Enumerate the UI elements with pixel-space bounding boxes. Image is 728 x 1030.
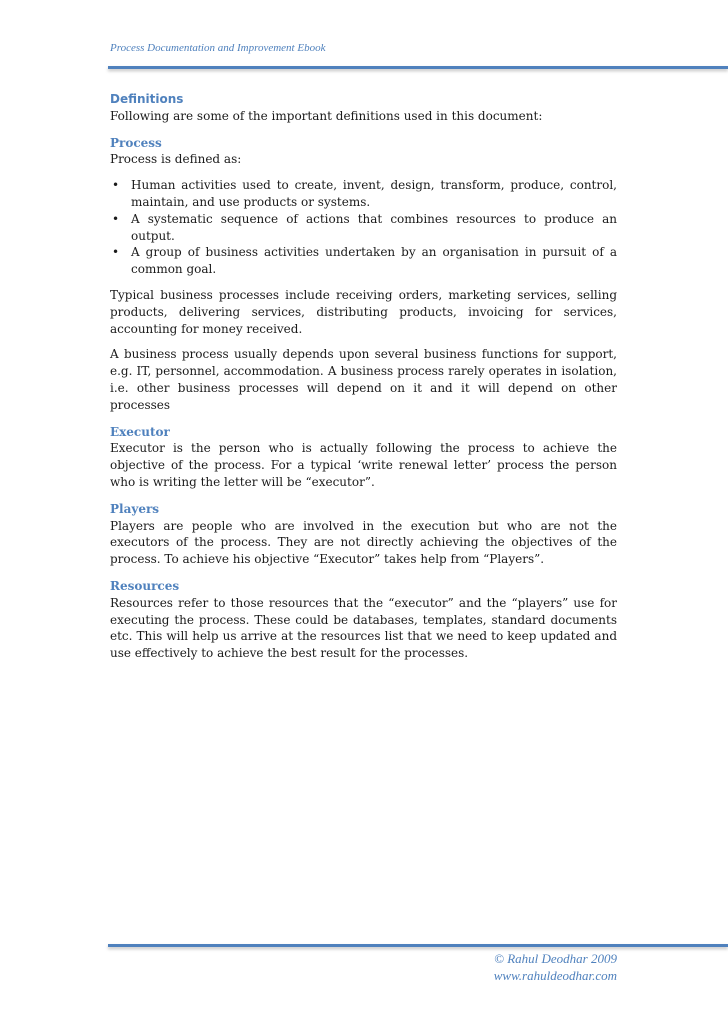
page-body xyxy=(110,91,617,662)
bullet-icon: • xyxy=(112,245,120,260)
list-item-text: Human activities used to create, invent, design, transform, produce, control, maintain, and use products or systems. xyxy=(131,178,617,209)
list-item xyxy=(110,244,617,278)
resources-text: Resources refer to those resources that the “executor” and the “players” use for executing the process. These could be databases, templates, standard documents etc. This will help us arrive at the resources list that we need to keep updated and use effectively to achieve the best result for the processes. xyxy=(110,595,617,661)
running-header: Process Documentation and Improvement Ebook xyxy=(110,42,326,54)
list-item xyxy=(110,211,617,245)
footer-rule xyxy=(108,944,728,947)
copyright-text: © Rahul Deodhar 2009 xyxy=(494,951,617,966)
list-item-text: A group of business activities undertaken by an organisation in pursuit of a common goal. xyxy=(131,245,617,277)
website-link[interactable]: www.rahuldeodhar.com xyxy=(493,968,617,983)
executor-heading: Executor xyxy=(110,424,170,439)
executor-text: Executor is the person who is actually following the process to achieve the objective of the process. For a typical ‘write renewal letter’ process the person who is writing the letter will be “executor”. xyxy=(110,441,617,489)
list-item-text: A systematic sequence of actions that combines resources to produce an output. xyxy=(131,211,617,243)
page-footer xyxy=(494,950,617,984)
bullet-icon: • xyxy=(112,211,120,226)
players-text: Players are people who are involved in the execution but who are not the executors of the process. They are not directly achieving the objectives of the process. To achieve his objective “Executor” takes help from “Players”. xyxy=(110,518,617,567)
process-paragraph-2: A business process usually depends upon several business functions for support, e.g. IT, personnel, accommodation. A business process rarely operates in isolation, i.e. other business processes will depend on it and it will depend on other processes xyxy=(110,347,617,412)
players-heading: Players xyxy=(110,501,160,516)
process-paragraph-1: Typical business processes include receiving orders, marketing services, selling products, delivering services, distributing products, invoicing for services, accounting for money received. xyxy=(110,287,617,336)
process-intro: Process is defined as: xyxy=(110,152,242,167)
definitions-heading: Definitions xyxy=(110,92,184,106)
header-rule xyxy=(108,66,728,69)
process-definition-list xyxy=(110,177,617,278)
process-heading: Process xyxy=(110,135,162,150)
definitions-intro: Following are some of the important definitions used in this document: xyxy=(110,108,543,123)
resources-heading: Resources xyxy=(110,578,180,593)
list-item xyxy=(110,177,617,211)
bullet-icon: • xyxy=(112,178,120,193)
